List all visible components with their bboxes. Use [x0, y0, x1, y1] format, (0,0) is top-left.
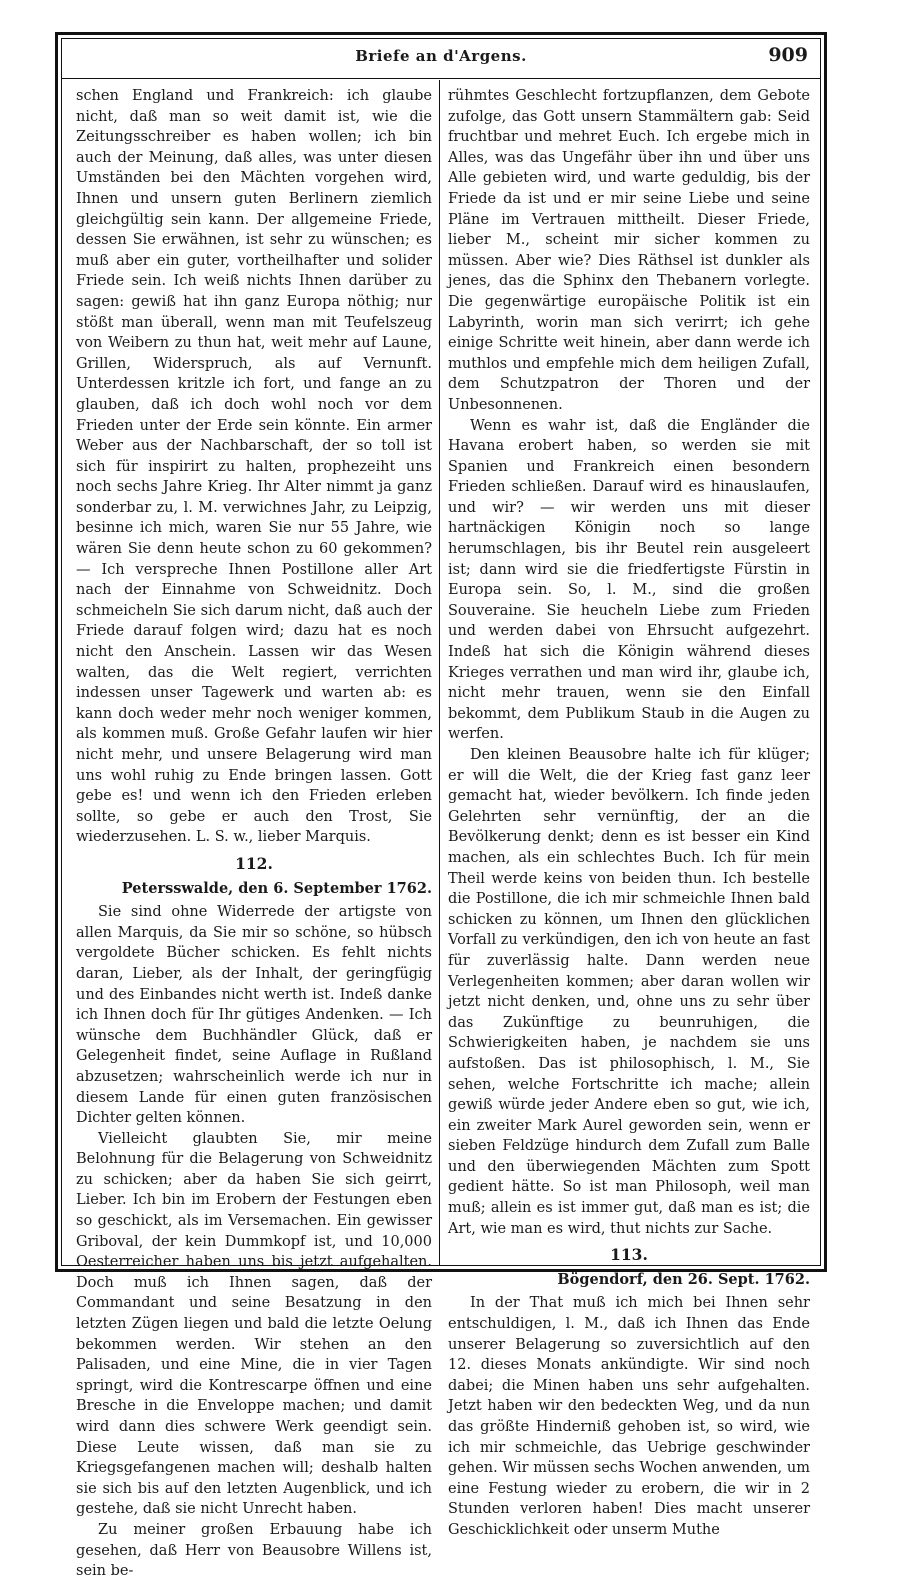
paragraph: Zu meiner großen Erbauung habe ich gesehen, daß Herr von Beausobre Willens ist, sein be-: [76, 1521, 432, 1580]
paragraph: Sie sind ohne Widerrede der artigste von allen Marquis, da Sie mir so schöne, so hübsch vergoldete Bücher schicken. Es fehlt nichts daran, Lieber, als der Inhalt, der geringfügig und des Einbandes nicht werth ist. Indeß danke ich Ihnen doch für Ihr gütiges Andenken. — Ich wünsche dem Buchhändler Glück, daß er Gelegenheit findet, seine Auflage in Rußland abzusetzen; wahrscheinlich werde ich nur in diesem Lande für einen guten französischen Dichter gelten können.: [76, 904, 432, 1127]
column-divider: [439, 80, 440, 1266]
paragraph: Vielleicht glaubten Sie, mir meine Belohnung für die Belagerung von Schweidnitz zu schicken; aber da haben Sie sich geirrt, Lieber. Ich bin im Erobern der Festungen eben so geschickt, als im Versemachen. Ein gewisser Griboval, der kein Dummkopf ist, und 10,000 Oesterreicher haben uns bis jetzt aufgehalten. Doch muß ich Ihnen sagen, daß der Commandant und seine Besatzung in den letzten Zügen liegen und bald die letzte Oelung bekommen werden. Wir stehen an den Palisaden, und eine Mine, die in vier Tagen springt, wird die Kontrescarpe öffnen und eine Bresche in die Enveloppe machen; und damit wird dann dies schwere Werk geendigt sein. Diese Leute wissen, daß man sie zu Kriegsgefangenen machen will; deshalb halten sie sich bis auf den letzten Augenblick, und ich gestehe, daß sie nicht Unrecht haben.: [76, 1130, 432, 1518]
page-number: 909: [768, 44, 808, 66]
paragraph: Den kleinen Beausobre halte ich für klüger; er will die Welt, die der Krieg fast ganz leer gemacht hat, wieder bevölkern. Ich finde jeden Gelehrten sehr vernünftig, der an die Bevölkerung denkt; denn es ist besser ein Kind machen, als ein schlechtes Buch. Ich für mein Theil werde keins von beiden thun. Ich bestelle die Postillone, die ich mir schmeichle Ihnen bald schicken zu können, um Ihnen den glücklichen Vorfall zu verkündigen, den ich von heute an fast für zuverlässig halte. Dann werden neue Verlegenheiten kommen; aber daran wollen wir jetzt nicht denken, und, ohne uns zu sehr über das Zukünftige zu beunruhigen, die Schwierigkeiten haben, je nachdem sie uns aufstoßen. Das ist philosophisch, l. M., Sie sehen, welche Fortschritte ich mache; allein gewiß würde jeder Andere eben so gut, wie ich, ein zweiter Mark Aurel geworden sein, wenn er sieben Feldzüge hindurch dem Zufall zum Balle und den überwiegenden Mächten zum Spott gedient hätte. So ist man Philosoph, weil man muß; allein es ist immer gut, daß man es ist; die Art, wie man es wird, thut nichts zur Sache.: [448, 747, 810, 1237]
left-column: [76, 86, 432, 1582]
letter-number: 113.: [610, 1245, 648, 1265]
letter-dateline: [76, 879, 432, 900]
letter-dateline: [448, 1270, 810, 1291]
running-title: Briefe an d'Argens.: [355, 47, 527, 65]
right-column: [448, 86, 810, 1541]
dateline-place: Bögendorf, den: [557, 1270, 683, 1288]
paragraph: Wenn es wahr ist, daß die Engländer die Havana erobert haben, so werden sie mit Spanien und Frankreich einen besondern Frieden schließen. Darauf wird es hinauslaufen, und wir? — wir werden uns mit dieser hartnäckigen Königin noch so lange herumschlagen, bis ihr Beutel rein ausgeleert ist; dann wird sie die friedfertigste Fürstin in Europa sein. So, l. M., sind die großen Souveraine. Sie heucheln Liebe zum Frieden und werden dabei von Ehrsucht aufgezehrt. Indeß hat sich die Königin während dieses Krieges verrathen und man wird ihr, glaube ich, nicht mehr trauen, wenn sie den Einfall bekommt, dem Publikum Staub in die Augen zu werfen.: [448, 417, 810, 743]
letter-number: 112.: [235, 853, 273, 873]
page-header: [70, 44, 812, 80]
header-rule: [61, 78, 821, 79]
paragraph: In der That muß ich mich bei Ihnen sehr entschuldigen, l. M., daß ich Ihnen das Ende unserer Belagerung so zuversichtlich auf den 12. dieses Monats ankündigte. Wir sind noch dabei; die Minen haben uns sehr aufgehalten. Jetzt haben wir den bedeckten Weg, und da nun das größte Hinderniß gehoben ist, so wird, wie ich mir schmeichle, das Uebrige geschwinder gehen. Wir müssen sechs Wochen anwenden, um eine Festung wieder zu erobern, die wir in 2 Stunden verloren haben! Dies macht unserer Geschicklichkeit oder unserm Muthe: [448, 1295, 810, 1538]
dateline-date: 26. Sept. 1762.: [687, 1270, 810, 1288]
dateline-date: 6. September 1762.: [273, 879, 432, 897]
dateline-place: Petersswalde, den: [121, 879, 269, 897]
paragraph: rühmtes Geschlecht fortzupflanzen, dem Gebote zufolge, das Gott unsern Stammältern gab: Seid fruchtbar und mehret Euch. Ich ergebe mich in Alles, was das Ungefähr über ihn und über uns Alle gebieten wird, und warte geduldig, bis der Friede da ist und er mir seine Liebe und seine Pläne im Vertrauen mittheilt. Dieser Friede, lieber M., scheint mir sicher kommen zu müssen. Aber wie? Dies Räthsel ist dunkler als jenes, das die Sphinx den Thebanern vorlegte. Die gegenwärtige europäische Politik ist ein Labyrinth, worin man sich verirrt; ich gehe einige Schritte weit hinein, aber dann werde ich muthlos und empfehle mich dem heiligen Zufall, dem Schutzpatron der Thoren und der Unbesonnenen.: [448, 88, 810, 413]
paragraph: schen England und Frankreich: ich glaube nicht, daß man so weit damit ist, wie die Zeitungsschreiber es haben wollen; ich bin auch der Meinung, daß alles, was unter diesen Umständen bei den Mächten vorgehen wird, Ihnen und unsern guten Berlinern ziemlich gleichgültig sein kann. Der allgemeine Friede, dessen Sie erwähnen, ist sehr zu wünschen; es muß aber ein guter, vortheilhafter und solider Friede sein. Ich weiß nichts Ihnen darüber zu sagen: gewiß hat ihn ganz Europa nöthig; nur stößt man überall, wenn man mit Teufelszeug von Weibern zu thun hat, weit mehr auf Laune, Grillen, Widerspruch, als auf Vernunft. Unterdessen kritzle ich fort, und fange an zu glauben, daß ich doch wohl noch vor dem Frieden unter der Erde sein könnte. Ein armer Weber aus der Nachbarschaft, der so toll ist sich für inspirirt zu halten, prophezeiht uns noch sechs Jahre Krieg. Ihr Alter nimmt ja ganz sonderbar zu, l. M. verwichnes Jahr, zu Leipzig, besinne ich mich, waren Sie nur 55 Jahre, wie wären Sie denn heute schon zu 60 gekommen? — Ich verspreche Ihnen Postillone aller Art nach der Einnahme von Schweidnitz. Doch schmeicheln Sie sich darum nicht, daß auch der Friede darauf folgen wird; dazu hat es noch nicht den Anschein. Lassen wir das Wesen walten, das die Welt regiert, verrichten indessen unser Tagewerk und warten ab: es kann doch weder mehr noch weniger kommen, als kommen muß. Große Gefahr laufen wir hier nicht mehr, und unsere Belagerung wird man uns wohl ruhig zu Ende bringen lassen. Gott gebe es! und wenn ich den Frieden erleben sollte, so gebe er auch den Trost, Sie wiederzusehen. L. S. w., lieber Marquis.: [76, 88, 432, 846]
